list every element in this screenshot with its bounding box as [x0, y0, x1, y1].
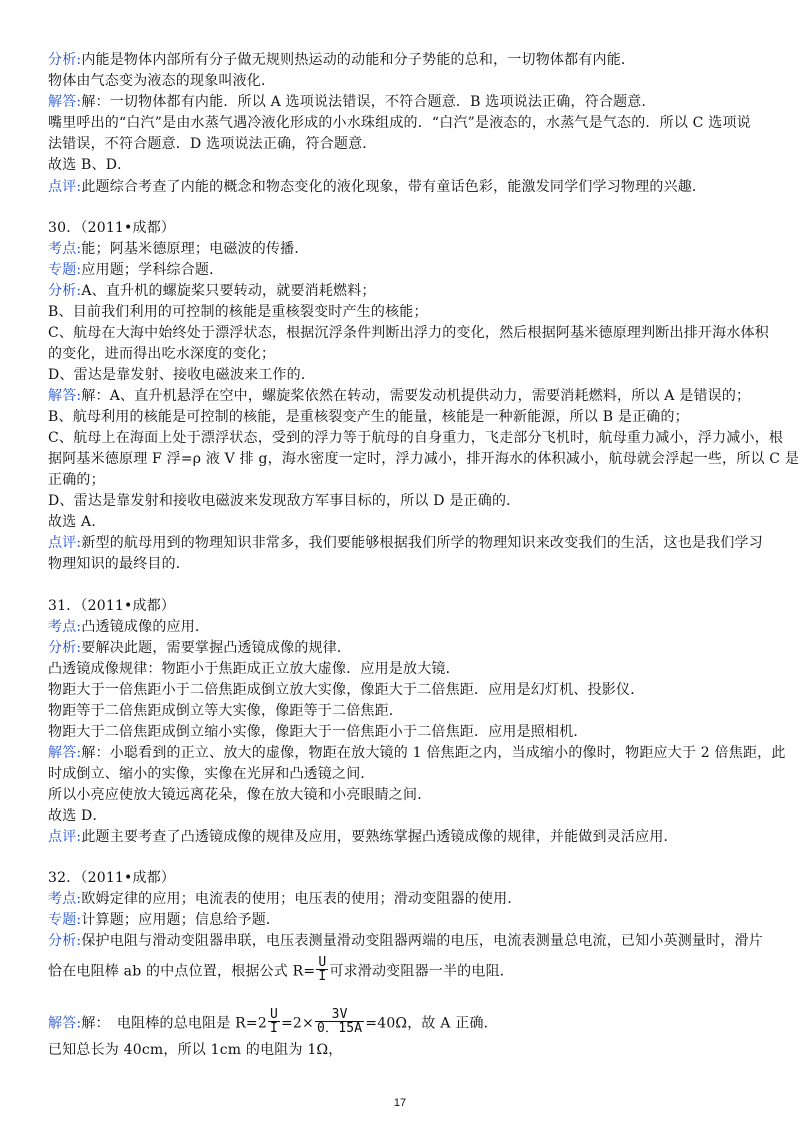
comment-label: 点评:: [48, 829, 82, 845]
q30-solution-line-4: 据阿基米德原理 F 浮=ρ 液 V 排 g，海水密度一定时，浮力减小，排开海水的体积减小，航母就会浮起一些，所以 C 是: [48, 451, 800, 467]
q32-solution-line-2: 已知总长为 40cm，所以 1cm 的电阻为 1Ω，: [48, 1042, 343, 1058]
topic-label: 专题:: [48, 262, 82, 278]
q32-topic: 专题:计算题；应用题；信息给予题．: [48, 912, 281, 928]
q31-solution-line-2: 时成倒立、缩小的实像，实像在光屏和凸透镜之间．: [48, 766, 375, 782]
q30-analysis-line-4: 的变化，进而得出吃水深度的变化；: [48, 346, 276, 362]
q31-analysis-line-3: 物距大于一倍焦距小于二倍焦距成倒立放大实像，像距大于二倍焦距．应用是幻灯机、投影仪．: [48, 682, 645, 698]
q30-comment-line-1: 点评:新型的航母用到的物理知识非常多，我们要能够根据我们所学的物理知识来改变我们的生活，这也是我们学习: [48, 535, 763, 551]
q29-solution-line-4: 故选 B、D．: [48, 157, 132, 173]
q30-analysis-line-1: 分析:A、直升机的螺旋桨只要转动，就要消耗燃料；: [48, 283, 376, 299]
q29-solution-line-1: 解答:解：一切物体都有内能．所以 A 选项说法错误，不符合题意．B 选项说法正确，符合题意．: [48, 94, 656, 110]
q29-comment-line: 点评:此题综合考查了内能的概念和物态变化的液化现象，带有童话色彩，能激发同学们学习物理的兴趣．: [48, 179, 707, 195]
knowledge-point-label: 考点:: [48, 241, 82, 257]
q31-analysis-line-4: 物距等于二倍焦距成倒立等大实像，像距等于二倍焦距．: [48, 703, 403, 719]
q30-solution-line-1: 解答:解：A、直升机悬浮在空中，螺旋桨依然在转动，需要发动机提供动力，需要消耗燃料，所以 A 是错误的；: [48, 388, 751, 404]
q29-solution-line-3: 法错误，不符合题意．D 选项说法正确，符合题意．: [48, 136, 377, 152]
q30-analysis-line-5: D、雷达是靠发射、接收电磁波来工作的．: [48, 367, 316, 383]
q30-solution-line-6: D、雷达是靠发射和接收电磁波来发现敌方军事目标的，所以 D 是正确的．: [48, 493, 521, 509]
q29-analysis-line-1: 分析:内能是物体内部所有分子做无规则热运动的动能和分子势能的总和，一切物体都有内能．: [48, 52, 636, 68]
q31-solution-line-1: 解答:解：小聪看到的正立、放大的虚像，物距在放大镜的 1 倍焦距之内，当成缩小的像时，物距应大于 2 倍焦距，此: [48, 745, 786, 761]
q31-analysis-line-2: 凸透镜成像规律：物距小于焦距成正立放大虚像．应用是放大镜．: [48, 661, 460, 677]
analysis-label: 分析:: [48, 933, 82, 949]
q30-analysis-line-2: B、目前我们利用的可控制的核能是重核裂变时产生的核能；: [48, 304, 428, 320]
q30-topic: 专题:应用题；学科综合题．: [48, 262, 224, 278]
topic-label: 专题:: [48, 912, 82, 928]
q29-solution-line-2: 嘴里呼出的“白汽”是由水蒸气遇冷液化形成的小水珠组成的．“白汽”是液态的，水蒸气是气态的．所以 C 选项说: [48, 115, 751, 131]
q32-knowledge-point: 考点:欧姆定律的应用；电流表的使用；电压表的使用；滑动变阻器的使用．: [48, 891, 522, 907]
q30-solution-line-3: C、航母上在海面上处于漂浮状态，受到的浮力等于航母的自身重力，飞走部分飞机时，航母重力减小，浮力减小，根: [48, 430, 784, 446]
page-number: 17: [393, 1097, 407, 1109]
q32-solution-line-1: 解答:解： 电阻棒的总电阻是 R=2 $\frac{U}{I}$ =2× $\frac{3V}{0.15A}$ =40Ω，故 A 正确．: [48, 1007, 498, 1036]
comment-label: 点评:: [48, 535, 82, 551]
analysis-label: 分析:: [48, 640, 82, 656]
knowledge-point-label: 考点:: [48, 619, 82, 635]
q31-comment-line: 点评:此题主要考查了凸透镜成像的规律及应用，要熟练掌握凸透镜成像的规律，并能做到灵活应用．: [48, 829, 678, 845]
q30-knowledge-point: 考点:能；阿基米德原理；电磁波的传播．: [48, 241, 309, 257]
q30-comment-line-2: 物理知识的最终目的．: [48, 556, 190, 572]
q31-knowledge-point: 考点:凸透镜成像的应用．: [48, 619, 210, 635]
solution-label: 解答:: [48, 388, 82, 404]
q30-solution-line-7: 故选 A．: [48, 514, 106, 530]
knowledge-point-label: 考点:: [48, 891, 82, 907]
q31-analysis-line-1: 分析:要解决此题，需要掌握凸透镜成像的规律．: [48, 640, 352, 656]
analysis-label: 分析:: [48, 283, 82, 299]
q32-analysis-line-2: 恰在电阻棒 ab 的中点位置，根据公式 R= $\frac{U}{I}$ 可求滑动变阻器一半的电阻．: [48, 955, 514, 984]
q29-analysis-line-2: 物体由气态变为液态的现象叫液化．: [48, 73, 276, 89]
solution-label: 解答:: [48, 94, 82, 110]
q31-solution-line-3: 所以小亮应使放大镜远离花朵，像在放大镜和小亮眼睛之间．: [48, 787, 432, 803]
fraction-u-over-i: $\frac{U}{I}$: [318, 955, 327, 984]
solution-label: 解答:: [48, 1015, 82, 1032]
q32-analysis-line-1: 分析:保护电阻与滑动变阻器串联，电压表测量滑动变阻器两端的电压，电流表测量总电流，已知小英测量时，滑片: [48, 933, 763, 949]
solution-label: 解答:: [48, 745, 82, 761]
q31-solution-line-4: 故选 D．: [48, 808, 107, 824]
q30-analysis-line-3: C、航母在大海中始终处于漂浮状态，根据沉浮条件判断出浮力的变化，然后根据阿基米德原理判断出排开海水体积: [48, 325, 769, 341]
analysis-label: 分析:: [48, 52, 82, 68]
fraction-3v-over-015a: $\frac{3V}{0.15A}$: [316, 1007, 363, 1036]
fraction-u-over-i: $\frac{U}{I}$: [269, 1007, 278, 1036]
q30-header: 30．（2011•成都）: [48, 220, 176, 236]
comment-label: 点评:: [48, 179, 82, 195]
q30-solution-line-2: B、航母利用的核能是可控制的核能，是重核裂变产生的能量，核能是一种新能源，所以 B 是正确的；: [48, 409, 689, 425]
q31-analysis-line-5: 物距大于二倍焦距成倒立缩小实像，像距大于一倍焦距小于二倍焦距．应用是照相机．: [48, 724, 588, 740]
q31-header: 31．（2011•成都）: [48, 598, 176, 614]
q30-solution-line-5: 正确的；: [48, 472, 105, 488]
q32-header: 32．（2011•成都）: [48, 870, 176, 886]
